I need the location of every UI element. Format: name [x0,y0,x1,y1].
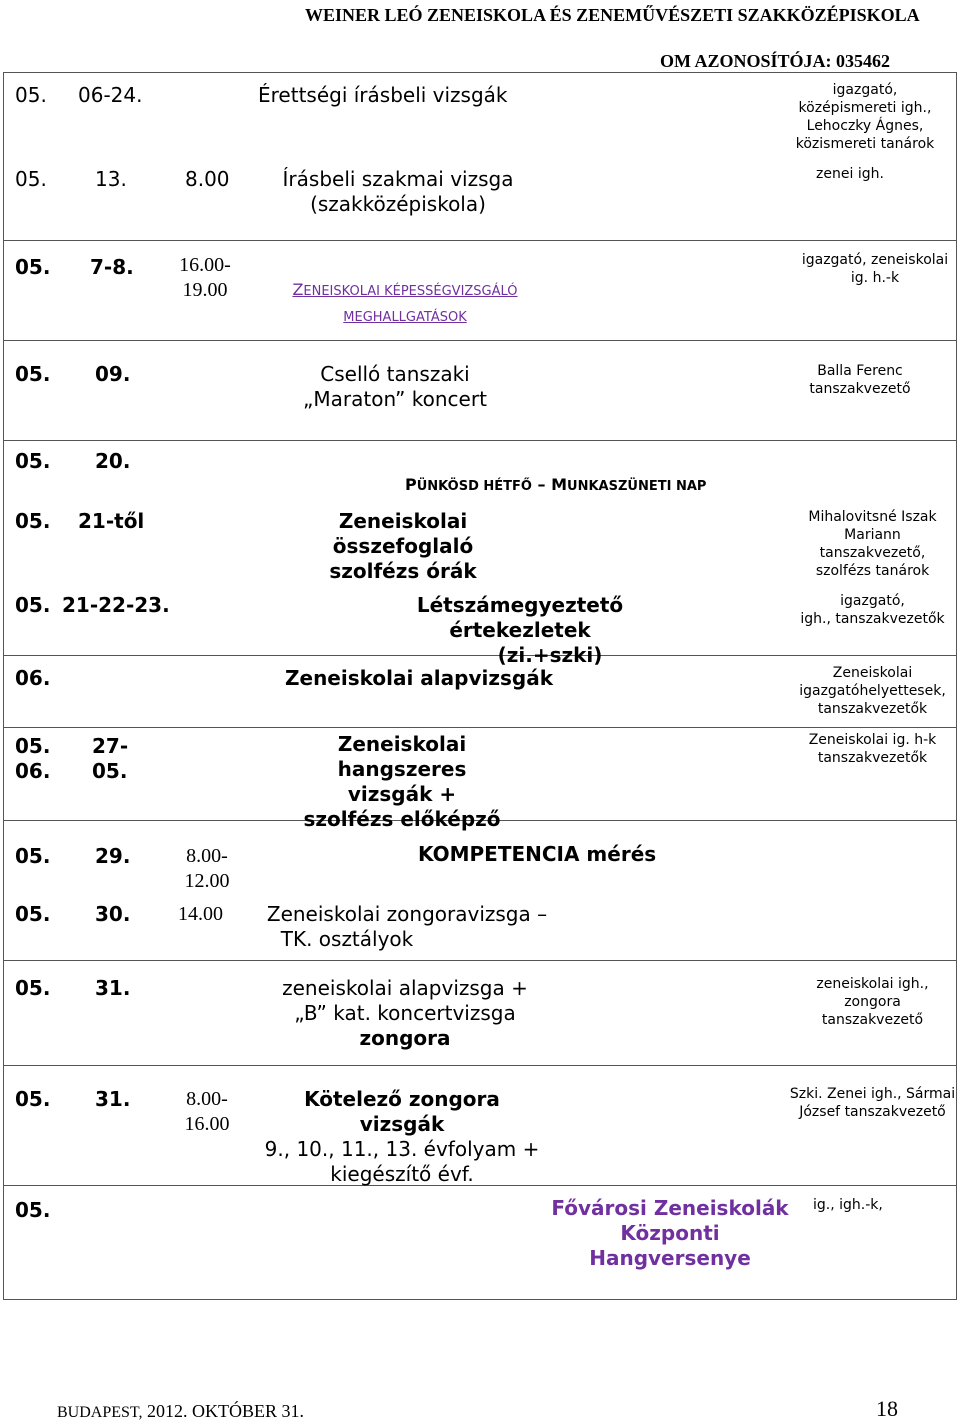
row-responsible: igazgató, középismereti igh., Lehoczky Ágnes, közismereti tanárok [795,82,935,152]
row-event: Létszámegyeztető értekezletek (zi.+szki) [416,593,624,667]
row-responsible: Szki. Zenei igh., Sármai József tanszakvezető [789,1086,956,1120]
row-month: 05. [15,509,51,533]
footer-date-text: 2012. OKTÓBER 31. [147,1401,304,1421]
row-month: 05. [15,902,51,926]
row-divider [3,1065,957,1066]
om-id [660,50,890,72]
row-divider [3,440,957,441]
row-time: 8.00- 12.00 [184,845,230,892]
row-event: KOMPETENCIA mérés [418,842,657,866]
row-time: 8.00- 16.00 [184,1088,230,1135]
row-month: 05. [15,83,47,107]
row-event: Zeneiskolai hangszeres vizsgák + szolfézs előképző [303,732,501,831]
row-day: 7-8. [90,255,134,279]
row-event: Cselló tanszaki „Maraton” koncert [303,362,487,411]
row-event: Kötelező zongora vizsgák 9., 10., 11., 13. évfolyam + kiegészítő évf. [264,1087,540,1186]
footer-city: BUDAPEST, [57,1404,143,1421]
row-month: 05. [15,976,51,1000]
row-responsible: Zeneiskolai igazgatóhelyettesek, tanszakvezetők [799,665,946,717]
row-divider [3,960,957,961]
school-title: WEINER LEÓ ZENEISKOLA ÉS ZENEMŰVÉSZETI SZAKKÖZÉPISKOLA [305,5,920,25]
page-number: 18 [876,1396,898,1421]
row-day: 09. [95,362,131,386]
row-day: 13. [95,167,127,191]
row-responsible: zeneiskolai igh., zongora tanszakvezető [816,976,929,1028]
row-responsible: Mihalovitsné Iszak Mariann tanszakvezető, szolfézs tanárok [808,509,937,579]
row-month: 05. [15,449,51,473]
row-month: 05. [15,1087,51,1111]
row-responsible: Zeneiskolai ig. h-k tanszakvezetők [808,732,937,766]
row-event: PÜNKÖSD HÉTFŐ – MUNKASZÜNETI NAP [405,475,707,494]
row-time: 14.00 [178,903,223,925]
row-day: 31. [95,1087,131,1111]
row-month: 05. [15,255,51,279]
om-number: 035462 [836,51,891,71]
row-day: 21-22-23. [62,593,170,617]
footer-date [57,1400,304,1424]
row-day: 27- 05. [92,734,129,783]
row-event: Zeneiskolai zongoravizsga – TK. osztályok [266,902,548,951]
row-day: 21-től [78,509,145,533]
row-day: 06-24. [78,83,143,107]
row-day: 20. [95,449,131,473]
row-month: 06. [15,666,51,690]
om-label: OM AZONOSÍTÓJA: [660,51,832,71]
row-responsible: Balla Ferenc tanszakvezető [809,363,911,397]
row-month: 05. [15,1198,51,1222]
row-month: 05. [15,844,51,868]
row-responsible: ig., igh.-k, [813,1197,883,1213]
row-responsible: igazgató, zeneiskolai ig. h.-k [801,252,949,286]
row-day: 30. [95,902,131,926]
row-event: Fővárosi Zeneiskolák Központi Hangversenye [551,1196,789,1270]
row-event: Zeneiskolai alapvizsgák [285,666,554,690]
row-month: 05. [15,362,51,386]
row-event: Érettségi írásbeli vizsgák [258,83,508,107]
row-event: ZENEISKOLAI KÉPESSÉGVIZSGÁLÓ MEGHALLGATÁSOK [292,280,518,325]
row-day: 29. [95,844,131,868]
row-divider [3,340,957,341]
row-time: 16.00- 19.00 [179,254,231,301]
row-month: 05. [15,167,47,191]
row-divider [3,727,957,728]
row-event: zeneiskolai alapvizsga + „B” kat. koncertvizsga zongora [282,976,528,1050]
row-month: 05. 06. [15,734,51,783]
row-day: 31. [95,976,131,1000]
row-event: Írásbeli szakmai vizsga (szakközépiskola) [282,167,514,216]
row-event: Zeneiskolai összefoglaló szolfézs órák [329,509,477,583]
row-month: 05. [15,593,51,617]
row-time: 8.00 [185,167,230,191]
row-responsible: zenei igh. [816,166,884,182]
row-responsible: igazgató, igh., tanszakvezetők [800,593,945,627]
row-divider [3,240,957,241]
